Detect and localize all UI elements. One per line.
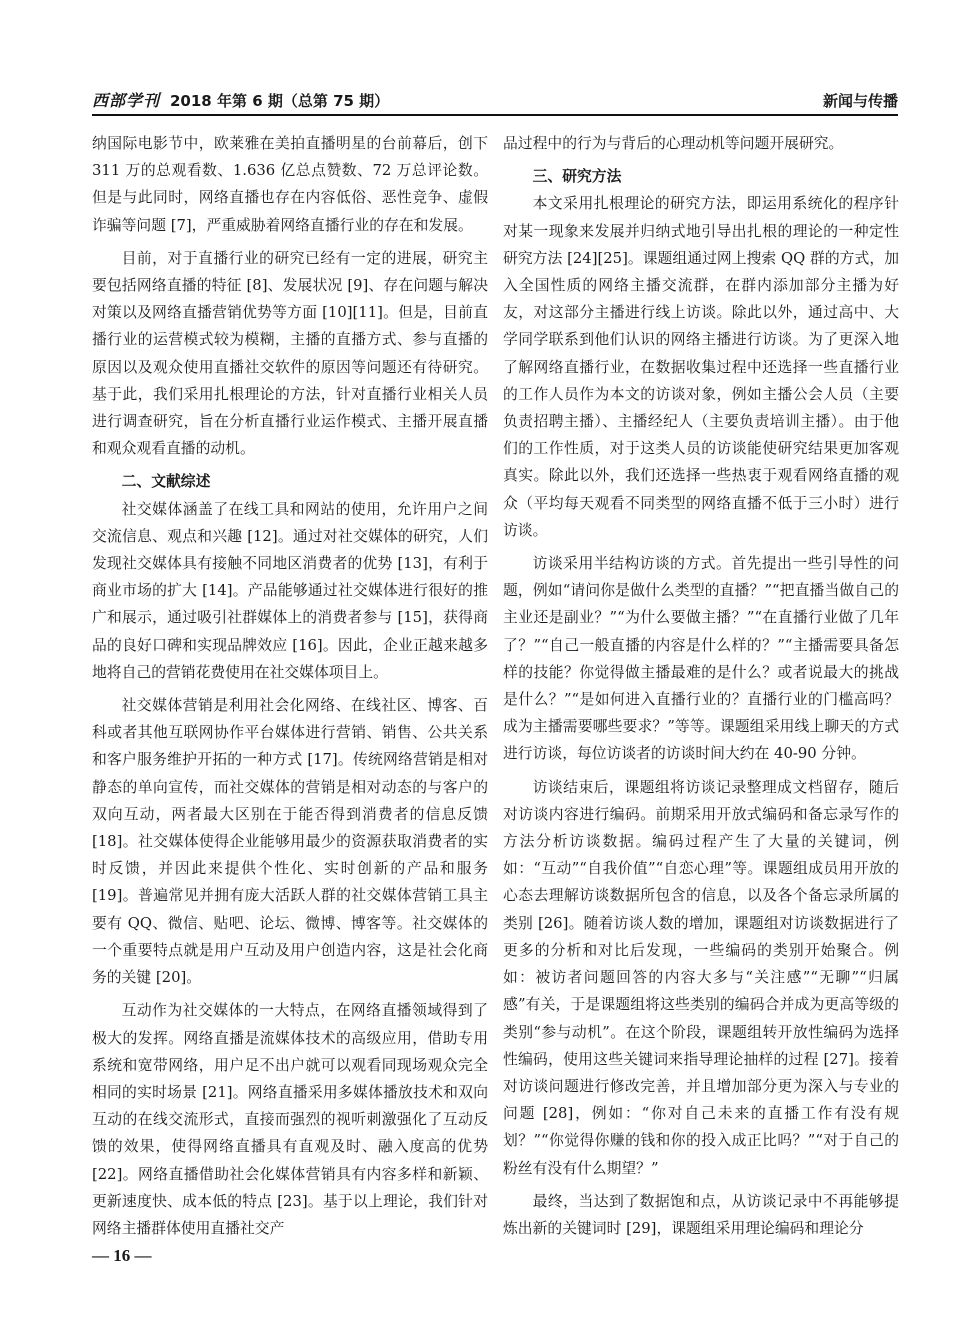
paragraph: 纳国际电影节中，欧莱雅在美拍直播明星的台前幕后，创下 311 万的总观看数、1.636 亿总点赞数、72 万总评论数。但是与此同时，网络直播也存在内容低俗、恶性竞争、虚假诈骗等问题 [7]，严重威胁着网络直播行业的存在和发展。 <box>92 135 488 234</box>
section-heading: 三、研究方法 <box>532 168 622 186</box>
page-number: — 16 — <box>92 1246 152 1265</box>
paragraph: 品过程中的行为与背后的心理动机等问题开展研究。 <box>503 135 844 152</box>
section-heading: 二、文献综述 <box>121 473 211 491</box>
paragraph: 目前，对于直播行业的研究已经有一定的进展，研究主要包括网络直播的特征 [8]、发展状况 [9]、存在问题与解决对策以及网络直播营销优势等方面 [10][11]。但是，目前直播行业的运营模式较为模糊，主播的直播方式、参与直播的原因以及观众使用直播社交软件的原因等问题还有待研究。基于此，我们采用扎根理论的方法，针对直播行业相关人员进行调查研究，旨在分析直播行业运作模式、主播开展直播和观众观看直播的动机。 <box>92 249 488 458</box>
running-header <box>92 84 898 116</box>
right-column <box>503 130 899 1248</box>
issue-info: 2018 年第 6 期（总第 75 期） <box>170 92 390 110</box>
paragraph: 社交媒体营销是利用社会化网络、在线社区、博客、百科或者其他互联网协作平台媒体进行营销、销售、公共关系和客户服务维护开拓的一种方式 [17]。传统网络营销是相对静态的单向宣传，而社交媒体的营销是相对动态的与客户的双向互动，两者最大区别在于能否得到消费者的信息反馈 [18]。社交媒体使得企业能够用最少的资源获取消费者的实时反馈，并因此来提供个性化、实时创新的产品和服务 [19]。普遍常见并拥有庞大活跃人群的社交媒体营销工具主要有 QQ、微信、贴吧、论坛、微博、博客等。社交媒体的一个重要特点就是用户互动及用户创造内容，这是社会化商务的关键 [20]。 <box>92 697 488 987</box>
paragraph: 最终，当达到了数据饱和点，从访谈记录中不再能够提炼出新的关键词时 [29]，课题组采用理论编码和理论分 <box>503 1192 899 1237</box>
paragraph: 互动作为社交媒体的一大特点，在网络直播领域得到了极大的发挥。网络直播是流媒体技术的高级应用，借助专用系统和宽带网络，用户足不出户就可以观看同现场观众完全相同的实时场景 [21]。网络直播采用多媒体播放技术和双向互动的在线交流形式，直接而强烈的视听刺激强化了互动反馈的效果，使得网络直播具有直观及时、融入度高的优势 [22]。网络直播借助社会化媒体营销具有内容多样和新颖、更新速度快、成本低的特点 [23]。基于以上理论，我们针对网络主播群体使用直播社交产 <box>92 1002 488 1237</box>
paragraph: 社交媒体涵盖了在线工具和网站的使用，允许用户之间交流信息、观点和兴趣 [12]。通过对社交媒体的研究，人们发现社交媒体具有接触不同地区消费者的优势 [13]，有利于商业市场的扩大 [14]。产品能够通过社交媒体进行很好的推广和展示，通过吸引社群媒体上的消费者参与 [15]，获得商品的良好口碑和实现品牌效应 [16]。因此，企业正越来越多地将自己的营销花费使用在社交媒体项目上。 <box>92 500 488 681</box>
paragraph: 访谈结束后，课题组将访谈记录整理成文档留存，随后对访谈内容进行编码。前期采用开放式编码和备忘录写作的方法分析访谈数据。编码过程产生了大量的关键词，例如：“互动”“自我价值”“自恋心理”等。课题组成员用开放的心态去理解访谈数据所包含的信息，以及各个备忘录所属的类别 [26]。随着访谈人数的增加，课题组对访谈数据进行了更多的分析和对比后发现，一些编码的类别开始聚合。例如：被访者问题回答的内容大多与“关注感”“无聊”“归属感”有关，于是课题组将这些类别的编码合并成为更高等级的类别“参与动机”。在这个阶段，课题组转开放性编码为选择性编码，使用这些关键词来指导理论抽样的过程 [27]。接着对访谈问题进行修改完善，并且增加部分更为深入与专业的问题 [28]，例如：“你对自己未来的直播工作有没有规划？”“你觉得你赚的钱和你的投入成正比吗？”“对于自己的粉丝有没有什么期望？” <box>503 778 899 1177</box>
section-name: 新闻与传播 <box>822 92 898 110</box>
journal-name: 西部学刊 <box>92 91 161 110</box>
left-column <box>92 130 488 1248</box>
paragraph: 本文采用扎根理论的研究方法，即运用系统化的程序针对某一现象来发展并归纳式地引导出扎根的理论的一种定性研究方法 [24][25]。课题组通过网上搜索 QQ 群的方式，加入全国性质的网络主播交流群，在群内添加部分主播为好友，对这部分主播进行线上访谈。除此以外，通过高中、大学同学联系到他们认识的网络主播进行访谈。为了更深入地了解网络直播行业，在数据收集过程中还选择一些直播行业的工作人员作为本文的访谈对象，例如主播公会人员（主要负责招聘主播）、主播经纪人（主要负责培训主播）。由于他们的工作性质，对于这类人员的访谈能使研究结果更加客观真实。除此以外，我们还选择一些热衷于观看网络直播的观众（平均每天观看不同类型的网络直播不低于三小时）进行访谈。 <box>503 195 899 539</box>
paragraph: 访谈采用半结构访谈的方式。首先提出一些引导性的问题，例如“请问你是做什么类型的直播？”“把直播当做自己的主业还是副业？”“为什么要做主播？”“在直播行业做了几年了？”“自己一般直播的内容是什么样的？”“主播需要具备怎样的技能？你觉得做主播最难的是什么？或者说最大的挑战是什么？”“是如何进入直播行业的？直播行业的门槛高吗？成为主播需要哪些要求？”等等。课题组采用线上聊天的方式进行访谈，每位访谈者的访谈时间大约在 40-90 分钟。 <box>503 555 899 763</box>
